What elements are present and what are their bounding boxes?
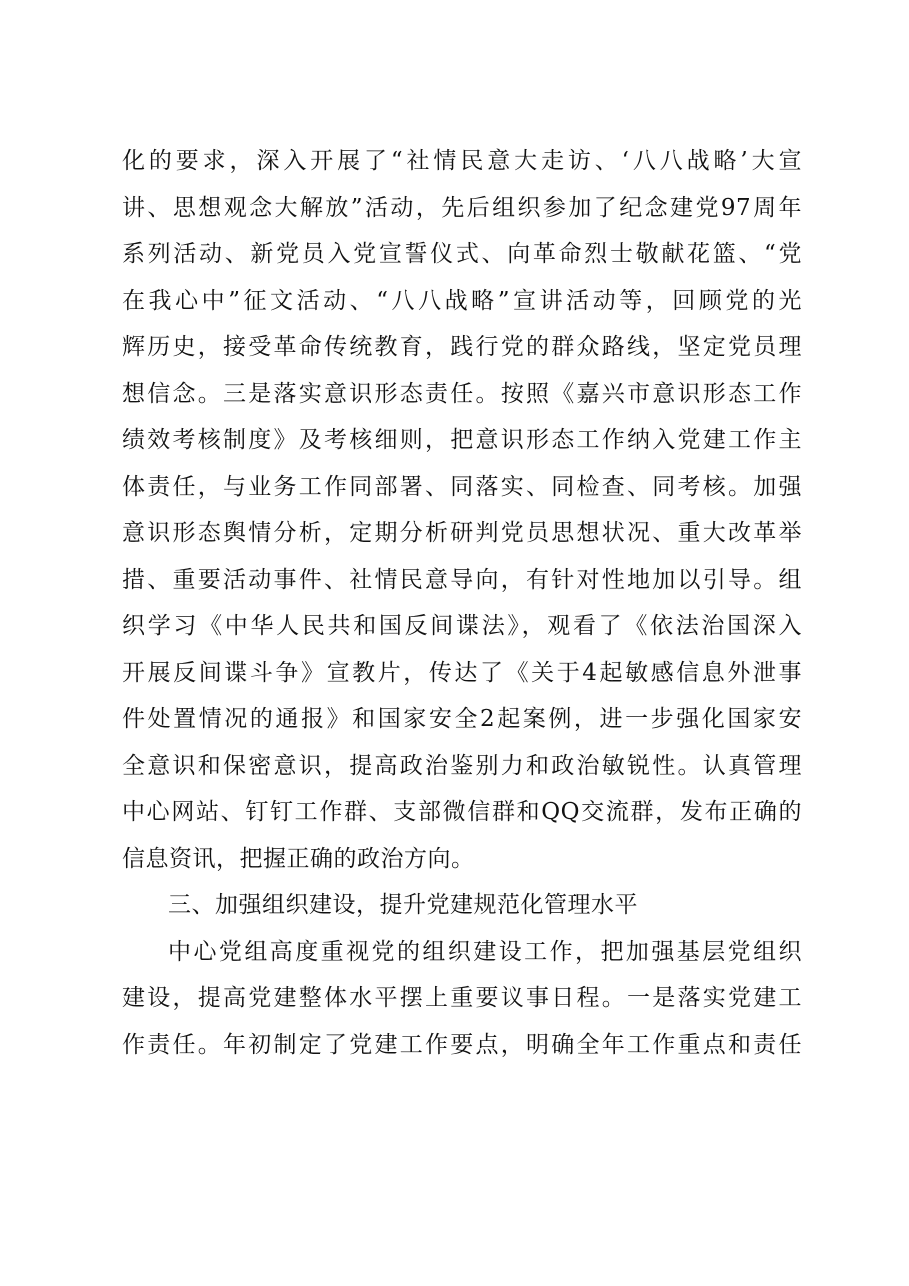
section-heading: 三、加强组织建设，提升党建规范化管理水平 — [168, 892, 638, 918]
text-line: 绩效考核制度》及考核细则，把意识形态工作纳入党建工作主 — [122, 427, 802, 453]
text-line: 系列活动、新党员入党宣誓仪式、向革命烈士敬献花篮、“党 — [122, 241, 802, 267]
document-body — [122, 138, 802, 1068]
text-line: 体责任，与业务工作同部署、同落实、同检查、同考核。加强 — [122, 473, 802, 500]
text-line: 化的要求，深入开展了“社情民意大走访、‘八八战略’大宣 — [122, 148, 802, 174]
text-line: 作责任。年初制定了党建工作要点，明确全年工作重点和责任 — [122, 1031, 802, 1058]
text-line: 建设，提高党建整体水平摆上重要议事日程。一是落实党建工 — [122, 985, 802, 1011]
text-line: 全意识和保密意识，提高政治鉴别力和政治敏锐性。认真管理 — [122, 752, 802, 779]
paragraph-end-line: 信息资讯，把握正确的政治方向。 — [122, 845, 475, 872]
paragraph-first-line: 中心党组高度重视党的组织建设工作，把加强基层党组织 — [168, 938, 802, 965]
text-line: 开展反间谍斗争》宣教片，传达了《关于4起敏感信息外泄事 — [122, 659, 802, 686]
text-line: 织学习《中华人民共和国反间谍法》，观看了《依法治国深入 — [122, 613, 802, 639]
text-line: 中心网站、钉钉工作群、支部微信群和QQ交流群，发布正确的 — [122, 799, 802, 825]
text-line: 讲、思想观念大解放”活动，先后组织参加了纪念建党97周年 — [122, 194, 802, 221]
text-line: 想信念。三是落实意识形态责任。按照《嘉兴市意识形态工作 — [122, 380, 802, 407]
text-line: 在我心中”征文活动、“八八战略”宣讲活动等，回顾党的光 — [122, 287, 802, 314]
text-line: 件处置情况的通报》和国家安全2起案例，进一步强化国家安 — [122, 706, 802, 732]
text-line: 措、重要活动事件、社情民意导向，有针对性地加以引导。组 — [122, 566, 802, 593]
text-line: 意识形态舆情分析，定期分析研判党员思想状况、重大改革举 — [122, 520, 802, 546]
text-line: 辉历史，接受革命传统教育，践行党的群众路线，坚定党员理 — [122, 334, 802, 360]
